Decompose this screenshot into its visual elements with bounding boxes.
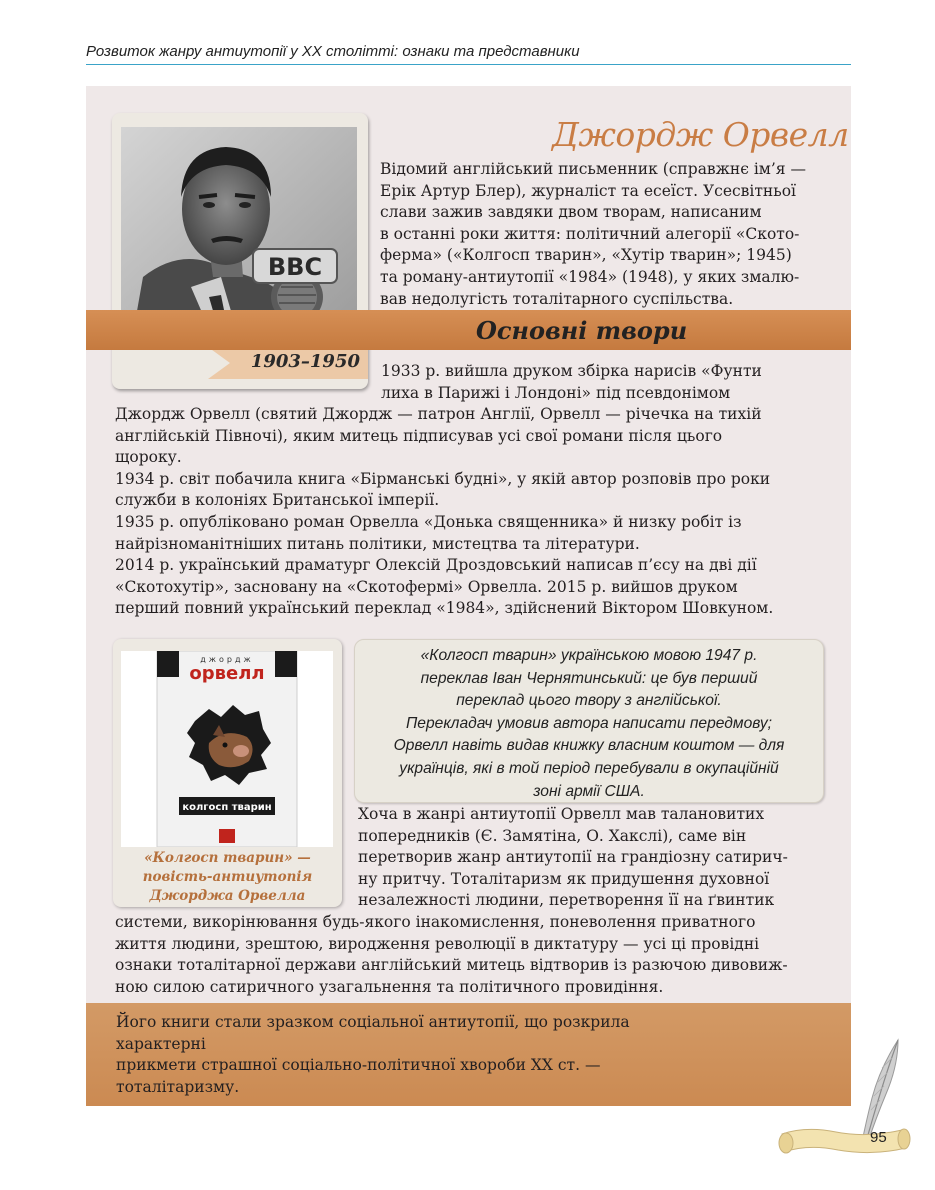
author-bio	[380, 159, 825, 310]
bio-line: та роману-антиутопії «1984» (1948), у яких змалю-	[380, 267, 800, 286]
section-band	[86, 310, 851, 350]
book-card	[113, 639, 342, 907]
note-line: Перекладач умовив автора написати передмову;	[406, 714, 772, 732]
bio-line: слави зажив завдяки двом творам, написаним	[380, 203, 762, 222]
conclusion-text	[116, 1012, 676, 1098]
header-rule	[86, 64, 851, 65]
bbc-sign: BBC	[267, 253, 323, 281]
caption-line: Джорджа Орвелла	[149, 888, 306, 904]
essay-line: ну притчу. Тоталітаризм як придушення духовної	[358, 869, 770, 888]
works-line: англійській Півночі), яким митець підписував усі свої романи після цього	[115, 426, 723, 445]
works-line: «Скотохутір», засновану на «Скотофермі» Орвелла. 2015 р. вийшов друком	[115, 577, 738, 596]
works-line: 2014 р. український драматург Олексій Дроздовський написав п’єсу на дві дії	[115, 556, 757, 575]
note-line: переклав Іван Чернятинський: це був перший	[420, 669, 758, 687]
caption-line: повість-антиутопія	[142, 869, 313, 885]
cover-title: колгосп тварин	[182, 802, 272, 813]
note-text	[363, 645, 815, 803]
essay-line: ною силою сатиричного узагальнення та політичного провидіння.	[115, 977, 664, 996]
essay-line: перетворив жанр антиутопії на грандіозну сатирич-	[358, 848, 788, 867]
works-line: найрізноманітніших питань політики, мистецтва та літератури.	[115, 534, 640, 553]
essay-line: попередників (Є. Замятіна, О. Хакслі), саме він	[358, 826, 747, 845]
cover-author-first: джордж	[200, 655, 254, 664]
book-caption	[113, 849, 342, 906]
works-line: 1935 р. опубліковано роман Орвелла «Донька священника» й низку робіт із	[115, 512, 742, 531]
essay-line: ознаки тоталітарної держави англійський митець відтворив із разючою дивовиж-	[115, 956, 788, 975]
works-line: 1933 р. вийшла друком збірка нарисів «Фунти	[381, 362, 762, 380]
caption-line: «Колгосп тварин» —	[144, 850, 311, 866]
essay-line: незалежності людини, перетворення її на ґвинтик	[358, 891, 775, 910]
conclusion-line: Його книги стали зразком соціальної антиутопії, що розкрила характерні	[116, 1013, 630, 1053]
note-line: зоні армії США.	[533, 782, 645, 800]
works-line: щороку.	[115, 448, 182, 467]
works-text-wide	[115, 404, 825, 620]
running-title: Розвиток жанру антиутопії у XX столітті: ознаки та представники	[86, 43, 580, 60]
essay-line: життя людини, зрештою, виродження революції в диктатуру — усі ці провідні	[115, 934, 760, 953]
bio-line: вав недолугість тоталітарного суспільства.	[380, 289, 734, 308]
essay-line: Хоча в жанрі антиутопії Орвелл мав талановитих	[358, 805, 765, 823]
note-line: переклад цього твору з англійської.	[456, 692, 722, 710]
essay-line: системи, викорінювання будь-якого інакомислення, поневолення приватного	[115, 913, 756, 931]
conclusion-line: прикмети страшної соціально-політичної хвороби XX ст. —	[116, 1056, 601, 1075]
book-cover-image	[121, 651, 333, 847]
works-line: 1934 р. світ побачила книга «Бірманські будні», у якій автор розповів про роки	[115, 469, 771, 488]
quill-scroll-icon	[776, 1038, 916, 1168]
note-line: українців, які в той період перебували в окупаційній	[399, 759, 779, 777]
bio-line: ферма» («Колгосп тварин», «Хутір тварин»; 1945)	[380, 246, 792, 265]
author-name-heading: Джордж Орвелл	[552, 115, 849, 154]
bio-line: Відомий англійський письменник (справжнє ім’я —	[380, 160, 807, 178]
note-line: «Колгосп тварин» українською мовою 1947 р.	[420, 647, 758, 664]
author-years: 1903–1950	[250, 351, 360, 372]
page-number: 95	[870, 1129, 887, 1146]
bio-line: в останні роки життя: політичний алегорії «Ското-	[380, 224, 800, 243]
works-line: лиха в Парижі і Лондоні» під псевдонімом	[381, 383, 731, 402]
works-line: перший повний український переклад «1984», здійснений Віктором Шовкуном.	[115, 599, 774, 618]
works-text-narrow	[381, 361, 821, 404]
conclusion-line: тоталітаризму.	[116, 1077, 240, 1096]
works-line: служби в колоніях Британської імперії.	[115, 491, 440, 510]
note-line: Орвелл навіть видав книжку власним коштом — для	[393, 737, 785, 755]
works-line: Джордж Орвелл (святий Джордж — патрон Англії, Орвелл — річечка на тихій	[115, 405, 762, 423]
translation-note-box	[354, 639, 824, 803]
works-heading: Основні твори	[476, 316, 688, 345]
essay-text-wide	[115, 912, 830, 998]
essay-text-narrow	[358, 804, 823, 912]
bio-line: Ерік Артур Блер), журналіст та есеїст. Усесвітньої	[380, 181, 796, 200]
years-ribbon	[208, 347, 368, 379]
cover-author-surname: орвелл	[189, 663, 265, 684]
